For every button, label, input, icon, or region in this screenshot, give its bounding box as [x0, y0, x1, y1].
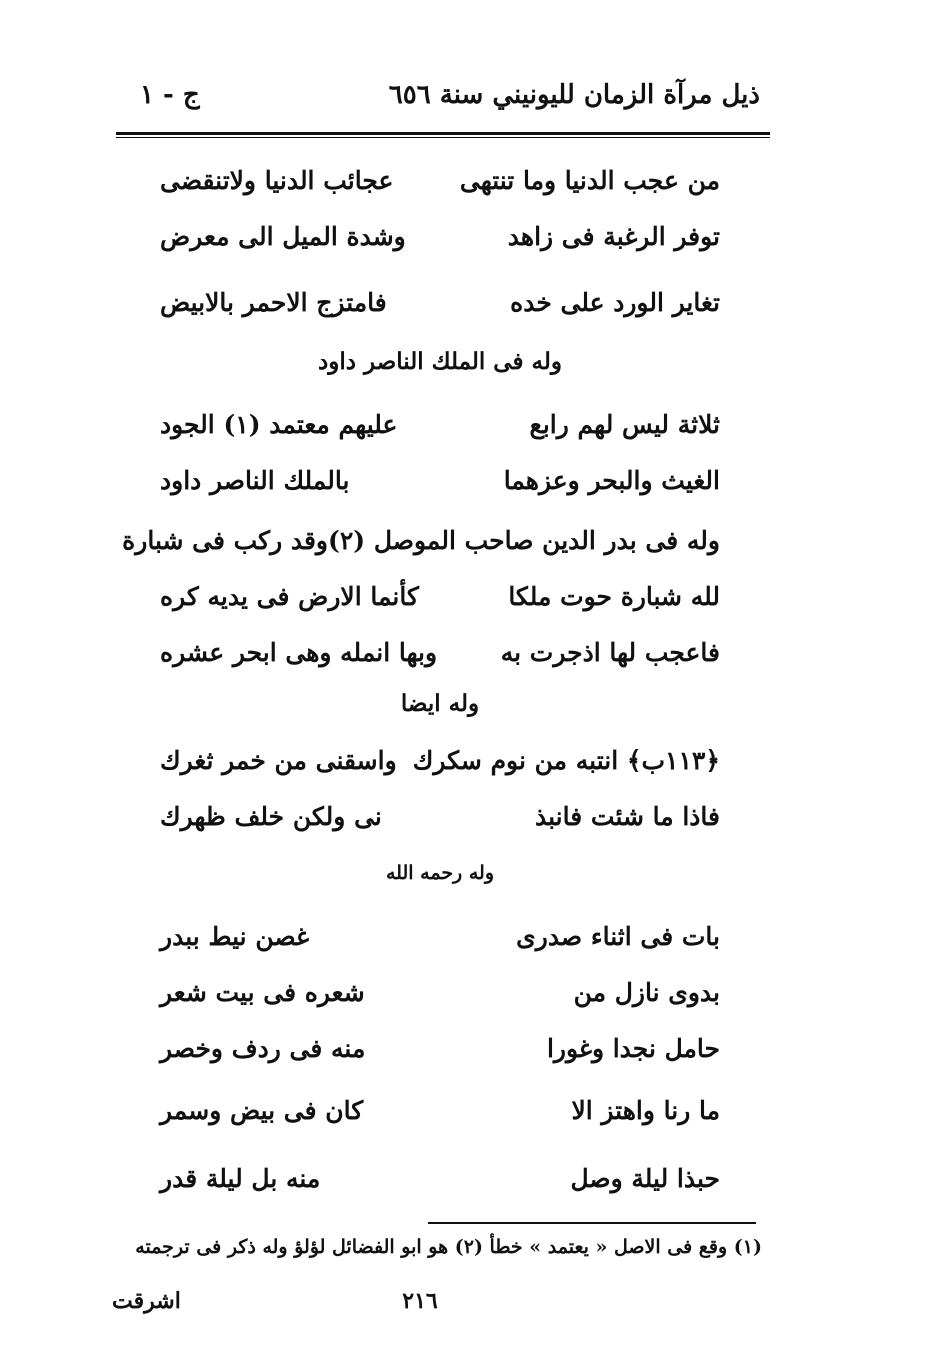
- verse-second-hemistich: وبها انمله وهى ابحر عشره: [160, 637, 438, 667]
- verse-second-hemistich: منه فى ردف وخصر: [160, 1033, 366, 1063]
- verse-line: [160, 1088, 720, 1132]
- verse-line: [160, 574, 720, 618]
- section-heading: وله رحمه الله: [385, 862, 495, 884]
- verse-line: [160, 1156, 720, 1200]
- verse-line: [160, 158, 720, 202]
- verse-second-hemistich: نى ولكن خلف ظهرك: [160, 801, 382, 831]
- verse-first-hemistich: حامل نجدا وغورا: [546, 1033, 720, 1063]
- verse-first-hemistich: ما رنا واهتز الا: [571, 1095, 720, 1125]
- verse-first-hemistich: ﴿١١٣ب﴾ انتبه من نوم سكرك: [412, 745, 720, 775]
- verse-second-hemistich: منه بل ليلة قدر: [160, 1163, 321, 1193]
- verse-second-hemistich: شعره فى بيت شعر: [160, 977, 365, 1007]
- section-heading: وله ايضا: [400, 690, 480, 717]
- verse-first-hemistich: الغيث والبحر وعزهما: [503, 465, 720, 495]
- verse-first-hemistich: حبذا ليلة وصل: [570, 1163, 720, 1193]
- verse-first-hemistich: لله شبارة حوت ملكا: [508, 581, 720, 611]
- verse-line: [160, 402, 720, 446]
- verse-second-hemistich: كان فى بيض وسمر: [160, 1095, 364, 1125]
- verse-line: [160, 738, 720, 782]
- section-heading: وله فى الملك الناصر داود: [318, 348, 562, 375]
- verse-line: [160, 630, 720, 674]
- verse-first-hemistich: بات فى اثناء صدرى: [516, 921, 720, 951]
- verse-line: [160, 1026, 720, 1070]
- header-rule-thin: [116, 137, 770, 138]
- catchword: اشرقت: [112, 1288, 181, 1314]
- footnote-rule: [428, 1222, 756, 1224]
- verse-first-hemistich: فاذا ما شئت فانبذ: [535, 801, 720, 831]
- verse-line: [160, 914, 720, 958]
- verse-line: [160, 970, 720, 1014]
- header-rule: [116, 132, 770, 135]
- prose-second-part: وقد ركب فى شبارة: [122, 525, 329, 555]
- prose-line: [122, 518, 720, 562]
- running-header: [140, 80, 760, 120]
- verse-second-hemistich: عليهم معتمد (١) الجود: [160, 409, 398, 439]
- verse-second-hemistich: كأنما الارض فى يديه كره: [160, 581, 419, 611]
- page-number: ٢١٦: [402, 1288, 438, 1314]
- verse-line: [160, 280, 720, 324]
- verse-line: [160, 458, 720, 502]
- verse-first-hemistich: توفر الرغبة فى زاهد: [507, 221, 720, 251]
- verse-first-hemistich: بدوى نازل من: [573, 977, 720, 1007]
- verse-second-hemistich: عجائب الدنيا ولاتنقضى: [160, 165, 394, 195]
- verse-second-hemistich: وشدة الميل الى معرض: [160, 221, 406, 251]
- verse-first-hemistich: ثلاثة ليس لهم رابع: [529, 409, 720, 439]
- verse-line: [160, 794, 720, 838]
- verse-first-hemistich: تغاير الورد على خده: [510, 287, 720, 317]
- verse-second-hemistich: فامتزج الاحمر بالابيض: [160, 287, 387, 317]
- header-part-number: ج - ١: [140, 80, 200, 110]
- verse-second-hemistich: غصن نيط ببدر: [160, 921, 310, 951]
- verse-first-hemistich: فاعجب لها اذجرت به: [500, 637, 720, 667]
- prose-first-part: وله فى بدر الدين صاحب الموصل (٢): [328, 525, 720, 555]
- header-title: ذيل مرآة الزمان لليونيني سنة ٦٥٦: [388, 80, 760, 110]
- footnote-text: (١) وقع فى الاصل « يعتمد » خطأ (٢) هو ابو الفضائل لؤلؤ وله ذكر فى ترجمته: [135, 1236, 762, 1258]
- verse-second-hemistich: واسقنى من خمر ثغرك: [160, 745, 397, 775]
- verse-line: [160, 214, 720, 258]
- verse-second-hemistich: بالملك الناصر داود: [160, 465, 350, 495]
- verse-first-hemistich: من عجب الدنيا وما تنتهى: [459, 165, 720, 195]
